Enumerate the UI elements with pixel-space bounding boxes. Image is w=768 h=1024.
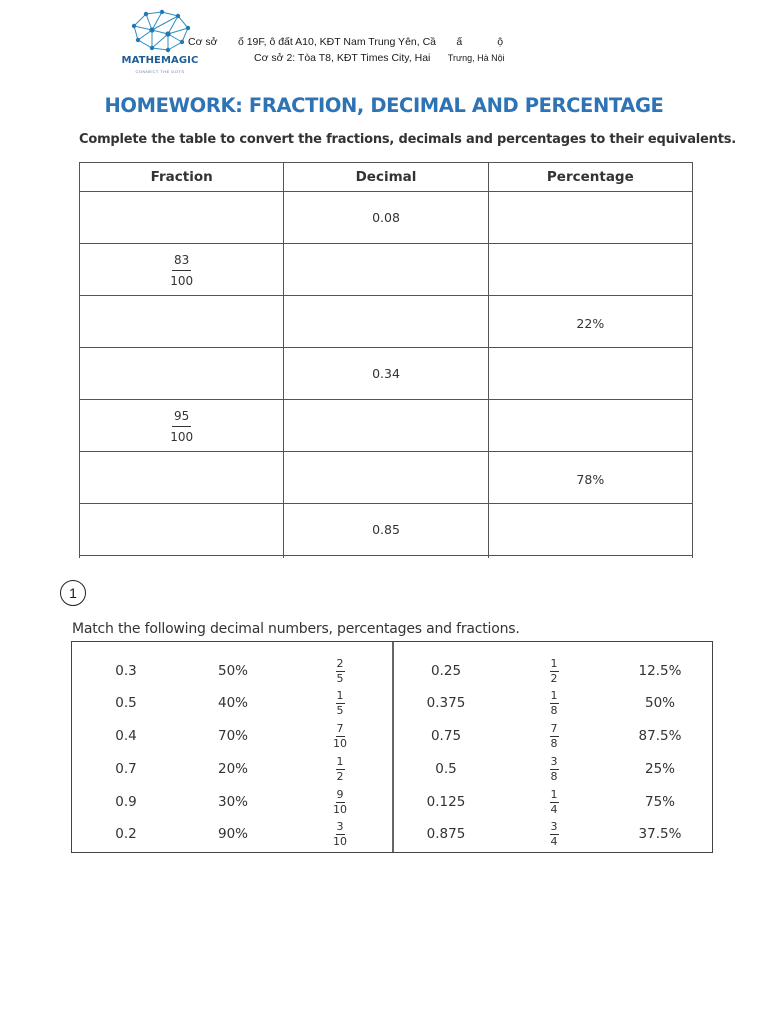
fraction-denominator: 8	[550, 770, 558, 783]
match-percentage: 12.5%	[638, 663, 682, 679]
fraction-denominator: 10	[333, 803, 347, 816]
match-instruction: Match the following decimal numbers, percentages and fractions.	[72, 621, 520, 637]
match-percentage: 40%	[217, 695, 248, 711]
decimal-cell: 0.34	[284, 348, 488, 400]
table-row	[80, 244, 693, 296]
fraction-denominator: 100	[170, 273, 194, 288]
match-decimal: 0.375	[426, 695, 466, 711]
match-decimal: 0.7	[115, 761, 137, 777]
table-instruction: Complete the table to convert the fractions, decimals and percentages to their equivalents.	[79, 132, 736, 147]
fraction-numerator: 1	[550, 788, 558, 801]
match-decimal: 0.875	[426, 826, 466, 842]
match-decimal: 0.5	[115, 695, 137, 711]
table-row-cut	[80, 556, 693, 559]
decimal-cell	[284, 244, 488, 296]
decimal-cell: 0.08	[284, 192, 488, 244]
header-decimal: Decimal	[284, 163, 488, 192]
match-fraction	[539, 821, 569, 848]
match-decimal: 0.5	[435, 761, 457, 777]
fraction-cell	[80, 244, 284, 296]
fraction-denominator: 2	[550, 672, 558, 685]
fraction-numerator: 3	[336, 820, 344, 833]
question-number: 1	[60, 580, 86, 606]
fraction-cell	[80, 192, 284, 244]
match-fraction	[539, 789, 569, 816]
fraction-numerator: 3	[550, 755, 558, 768]
table-row	[80, 296, 693, 348]
match-decimal: 0.4	[115, 728, 137, 744]
fraction-denominator: 10	[333, 737, 347, 750]
table-row	[80, 348, 693, 400]
match-fraction	[325, 658, 355, 685]
match-percentage: 50%	[217, 663, 248, 679]
fraction-numerator: 1	[336, 689, 344, 702]
table-header-row	[80, 163, 693, 192]
network-logo-icon	[124, 8, 196, 56]
fraction-denominator: 8	[550, 704, 558, 717]
header-percentage: Percentage	[488, 163, 692, 192]
fraction-numerator: 3	[550, 820, 558, 833]
percentage-cell	[488, 348, 692, 400]
match-percentage: 70%	[217, 728, 248, 744]
fraction-cell	[80, 452, 284, 504]
address-line-2	[254, 52, 505, 64]
fraction	[170, 409, 193, 444]
fraction-numerator: 2	[336, 657, 344, 670]
match-percentage: 37.5%	[638, 826, 682, 842]
address-line-2-city: Trưng, Hà Nội	[447, 53, 505, 63]
fraction-cell	[80, 400, 284, 452]
fraction-denominator: 5	[336, 704, 344, 717]
match-percentage: 87.5%	[638, 728, 682, 744]
logo-brand-name: MATHEMAGIC	[121, 55, 199, 66]
fraction-cell	[80, 504, 284, 556]
fraction-denominator: 8	[550, 737, 558, 750]
percentage-cell	[488, 244, 692, 296]
matching-box	[71, 641, 713, 853]
percentage-cell	[488, 192, 692, 244]
table-row	[80, 192, 693, 244]
match-percentage: 20%	[217, 761, 248, 777]
decimal-cell: 0.85	[284, 504, 488, 556]
empty-cell	[488, 556, 692, 559]
table-row	[80, 400, 693, 452]
match-fraction	[325, 756, 355, 783]
match-fraction	[539, 658, 569, 685]
match-decimal: 0.9	[115, 794, 137, 810]
percentage-cell: 78%	[488, 452, 692, 504]
table-row	[80, 504, 693, 556]
address-line-1: Cơ sở ố 19F, ô đất A10, KĐT Nam Trung Yên, Cầ ấ ộ	[188, 36, 504, 48]
match-fraction	[539, 756, 569, 783]
percentage-cell: 22%	[488, 296, 692, 348]
fraction	[170, 253, 193, 288]
fraction-cell	[80, 348, 284, 400]
table-row	[80, 452, 693, 504]
fraction-numerator: 1	[336, 755, 344, 768]
match-fraction	[325, 723, 355, 750]
match-decimal: 0.3	[115, 663, 137, 679]
percentage-cell	[488, 400, 692, 452]
address-line-2-main: Cơ sở 2: Tòa T8, KĐT Times City, Hai	[254, 52, 448, 64]
decimal-cell	[284, 452, 488, 504]
match-percentage: 50%	[644, 695, 675, 711]
empty-cell	[284, 556, 488, 559]
logo-tagline: CONNECT THE DOTS	[135, 69, 185, 74]
match-fraction	[325, 690, 355, 717]
match-decimal: 0.75	[430, 728, 462, 744]
empty-cell	[80, 556, 284, 559]
fraction-numerator: 1	[550, 657, 558, 670]
conversion-table-body	[80, 192, 693, 559]
match-percentage: 25%	[644, 761, 675, 777]
fraction-numerator: 7	[336, 722, 344, 735]
decimal-cell	[284, 296, 488, 348]
fraction-denominator: 4	[550, 803, 558, 816]
fraction-denominator: 5	[336, 672, 344, 685]
fraction-numerator: 95	[172, 409, 191, 427]
fraction-denominator: 4	[550, 835, 558, 848]
fraction-denominator: 2	[336, 770, 344, 783]
matching-divider	[392, 642, 394, 852]
match-decimal: 0.25	[430, 663, 462, 679]
match-percentage: 90%	[217, 826, 248, 842]
fraction-numerator: 7	[550, 722, 558, 735]
fraction-denominator: 100	[170, 429, 194, 444]
fraction-numerator: 83	[172, 253, 191, 271]
page-title: HOMEWORK: FRACTION, DECIMAL AND PERCENTAGE	[104, 94, 664, 117]
match-fraction	[325, 821, 355, 848]
fraction-denominator: 10	[333, 835, 347, 848]
percentage-cell	[488, 504, 692, 556]
match-decimal: 0.2	[115, 826, 137, 842]
match-decimal: 0.125	[426, 794, 466, 810]
decimal-cell	[284, 400, 488, 452]
conversion-table	[79, 162, 693, 558]
fraction-numerator: 9	[336, 788, 344, 801]
match-fraction	[539, 690, 569, 717]
match-fraction	[539, 723, 569, 750]
match-percentage: 30%	[217, 794, 248, 810]
match-fraction	[325, 789, 355, 816]
fraction-numerator: 1	[550, 689, 558, 702]
match-percentage: 75%	[644, 794, 675, 810]
header-fraction: Fraction	[80, 163, 284, 192]
fraction-cell	[80, 296, 284, 348]
